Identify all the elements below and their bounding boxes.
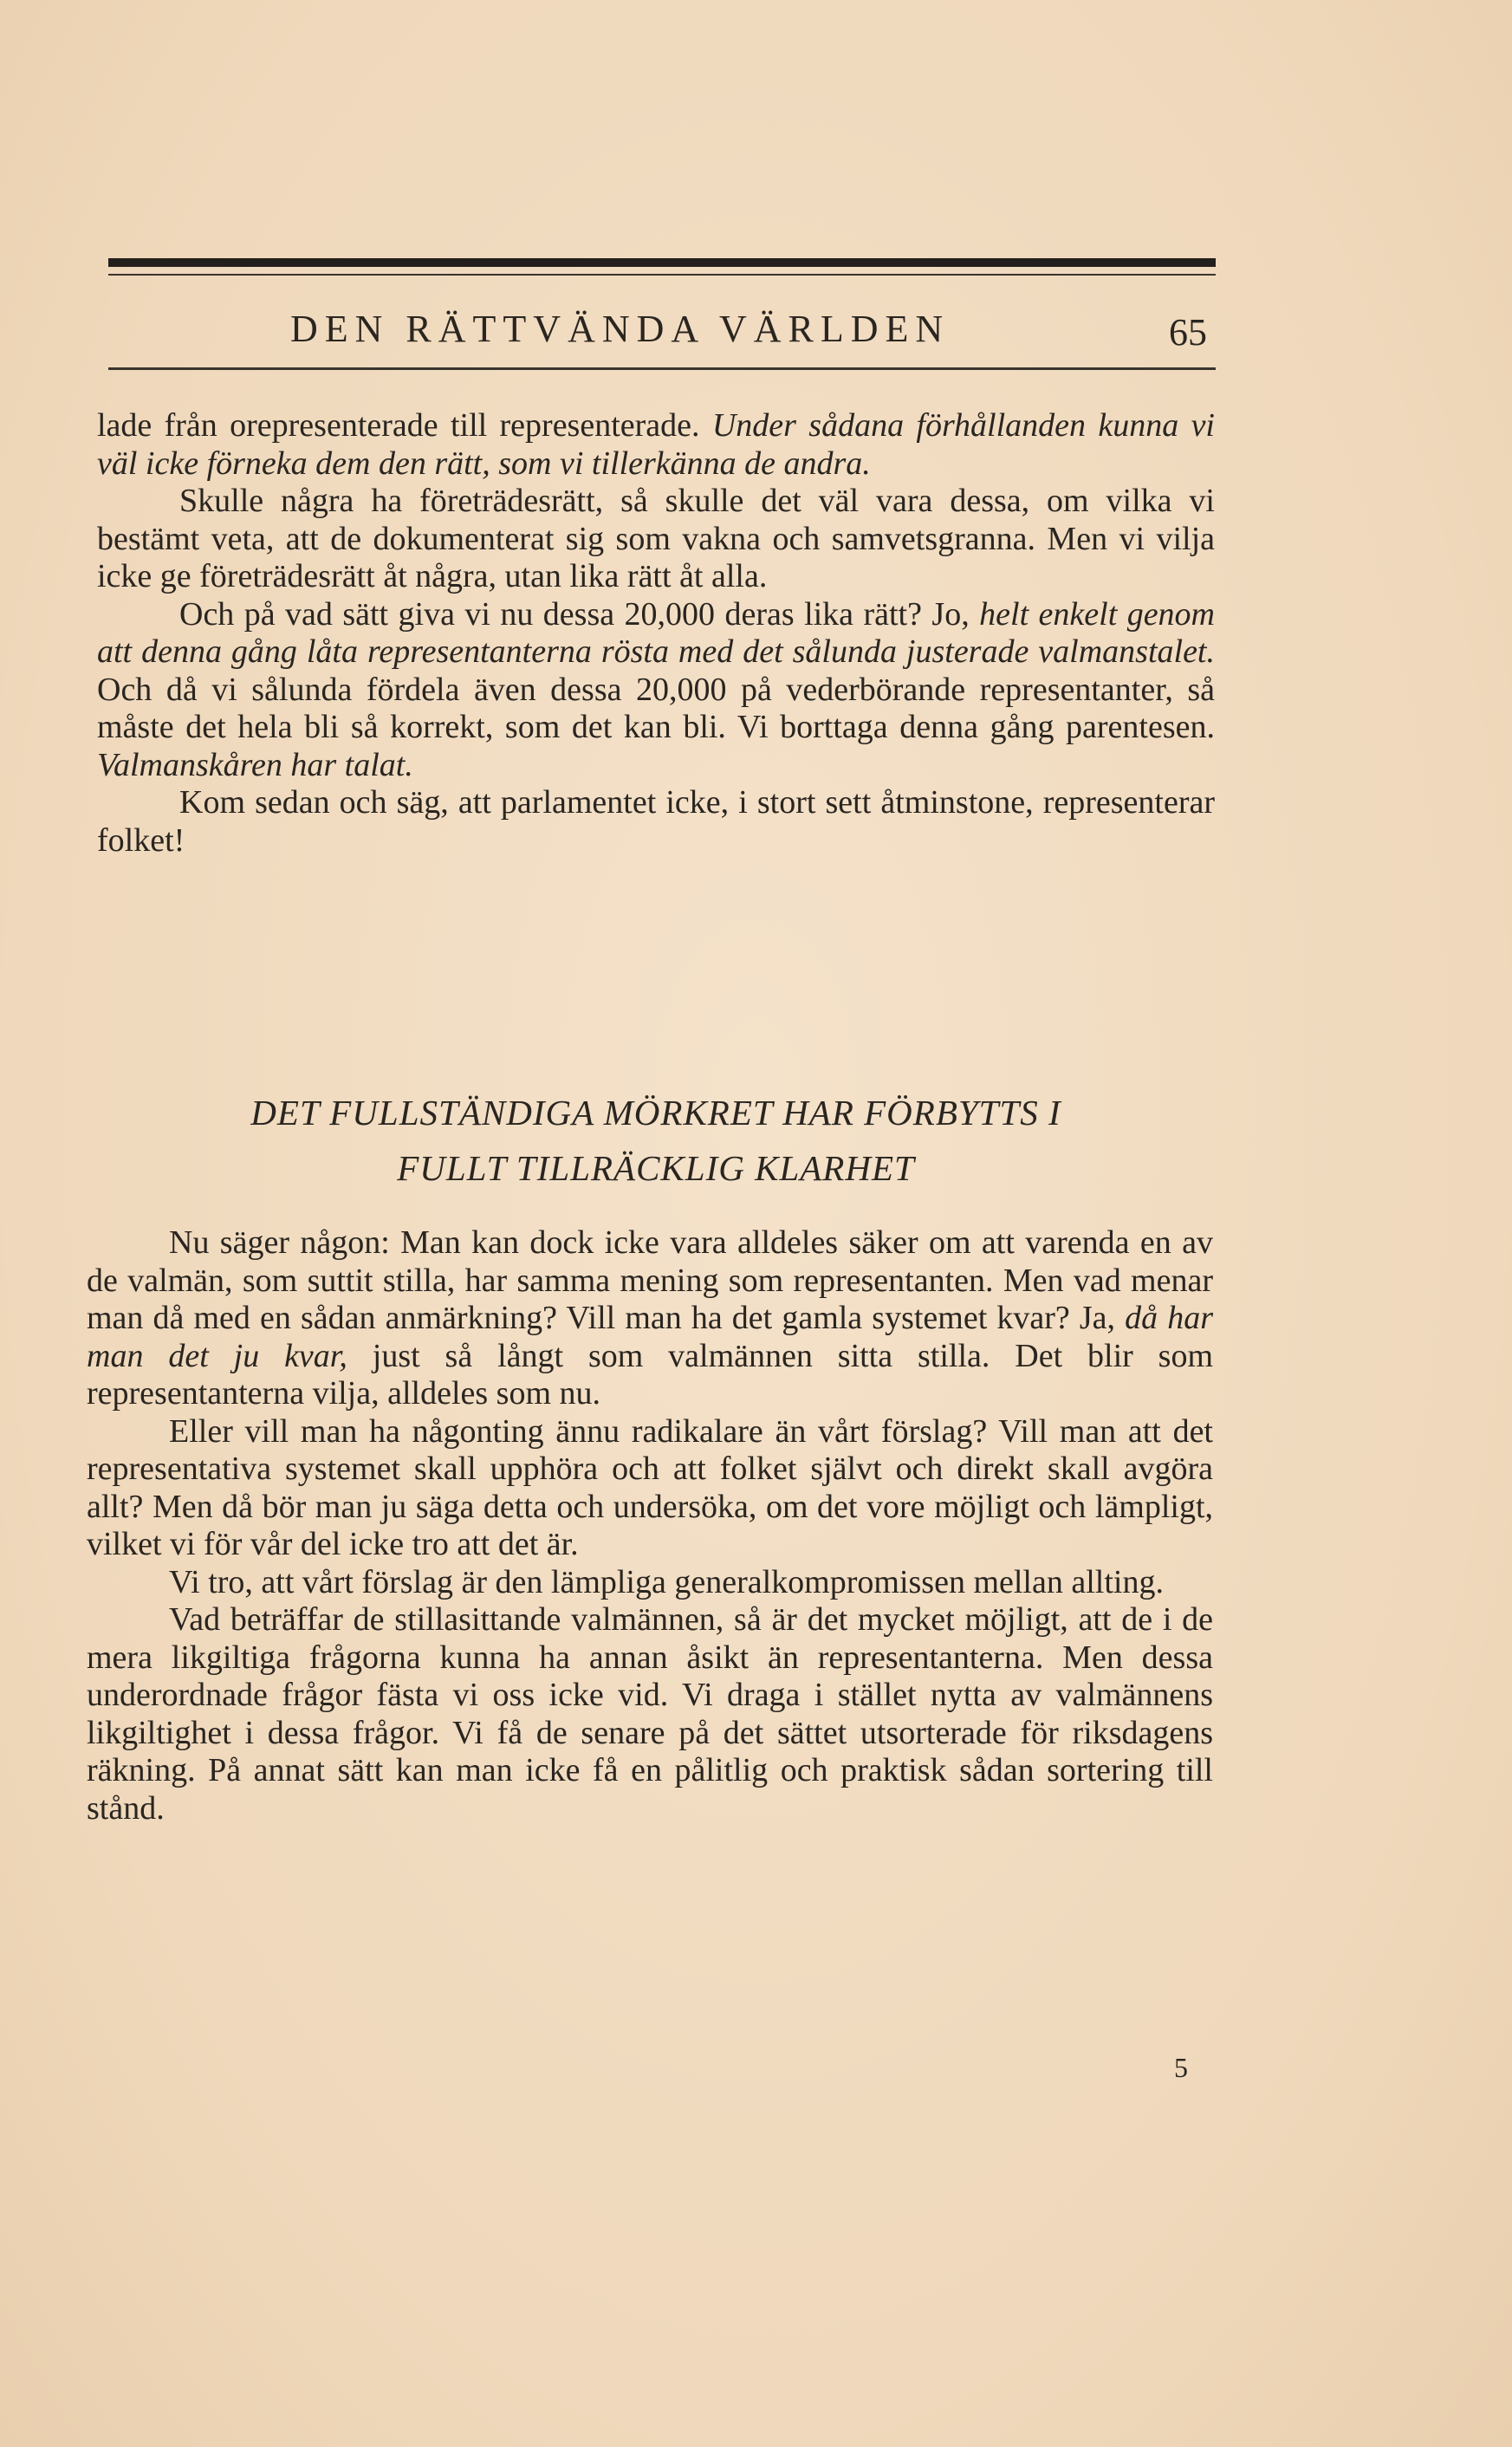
paragraph: Eller vill man ha någonting ännu radikalare än vårt förslag? Vill man att det representativa systemet skall upphöra och att folket självt och direkt skall avgöra allt? Men då bör man ju säga detta och undersöka, om det vore möjligt och lämpligt, vilket vi för vår del icke tro att det är. xyxy=(87,1412,1213,1562)
section-heading-line: DET FULLSTÄNDIGA MÖRKRET HAR FÖRBYTTS I xyxy=(250,1093,1061,1133)
paragraph: Skulle några ha företrädesrätt, så skulle det väl vara dessa, om vilka vi bestämt veta, att de dokumenterat sig som vakna och samvetsgranna. Men vi vilja icke ge företrädesrätt åt några, utan lika rätt åt alla. xyxy=(97,483,1215,594)
body-section-1 xyxy=(97,407,1215,860)
section-heading xyxy=(97,1085,1215,1196)
signature-mark: 5 xyxy=(1174,2052,1188,2083)
paragraph: Nu säger någon: Man kan dock icke vara alldeles säker om att varenda en av de valmän, som suttit stilla, har samma mening som representanten. Men vad menar man då med en sådan anmärkning? Vill man ha det gamla systemet kvar? Ja, då har man det ju kvar, just så långt som valmännen sitta stilla. Det blir som representanterna vilja, alldeles som nu. xyxy=(87,1224,1214,1412)
running-title: DEN RÄTTVÄNDA VÄRLDEN xyxy=(290,308,951,350)
page-number: 65 xyxy=(1169,311,1207,354)
body-section-2 xyxy=(87,1224,1213,1827)
paragraph: Kom sedan och säg, att parlamentet icke, i stort sett åtminstone, representerar folket! xyxy=(97,784,1215,859)
header-rule-thick xyxy=(108,258,1216,267)
header-rule-thin xyxy=(108,274,1216,276)
section-heading-line: FULLT TILLRÄCKLIG KLARHET xyxy=(397,1148,915,1188)
paragraph: lade från orepresenterade till representerade. Under sådana förhållanden kunna vi väl icke förneka dem den rätt, som vi tillerkänna de andra. xyxy=(97,407,1215,482)
header-rule-bottom xyxy=(108,367,1216,370)
paragraph: Och på vad sätt giva vi nu dessa 20,000 deras lika rätt? Jo, helt enkelt genom att denna gång låta representanterna rösta med det sålunda justerade valmanstalet. Och då vi sålunda fördela även dessa 20,000 på vederbörande representanter, så måste det hela bli så korrekt, som det kan bli. Vi borttaga denna gång parentesen. Valmanskåren har talat. xyxy=(97,595,1216,783)
paragraph: Vad beträffar de stillasittande valmännen, så är det mycket möjligt, att de i de mera likgiltiga frågorna kunna ha annan åsikt än representanterna. Men dessa underordnade frågor fästa vi oss icke vid. Vi draga i stället nytta av valmännens likgiltighet i dessa frågor. Vi få de senare på det sättet utsorterade för riksdagens räkning. På annat sätt kan man icke få en pålitlig och praktisk sådan sortering till stånd. xyxy=(87,1601,1213,1827)
running-head xyxy=(108,303,1216,355)
paragraph: Vi tro, att vårt förslag är den lämpliga generalkompromissen mellan allting. xyxy=(169,1563,1164,1600)
